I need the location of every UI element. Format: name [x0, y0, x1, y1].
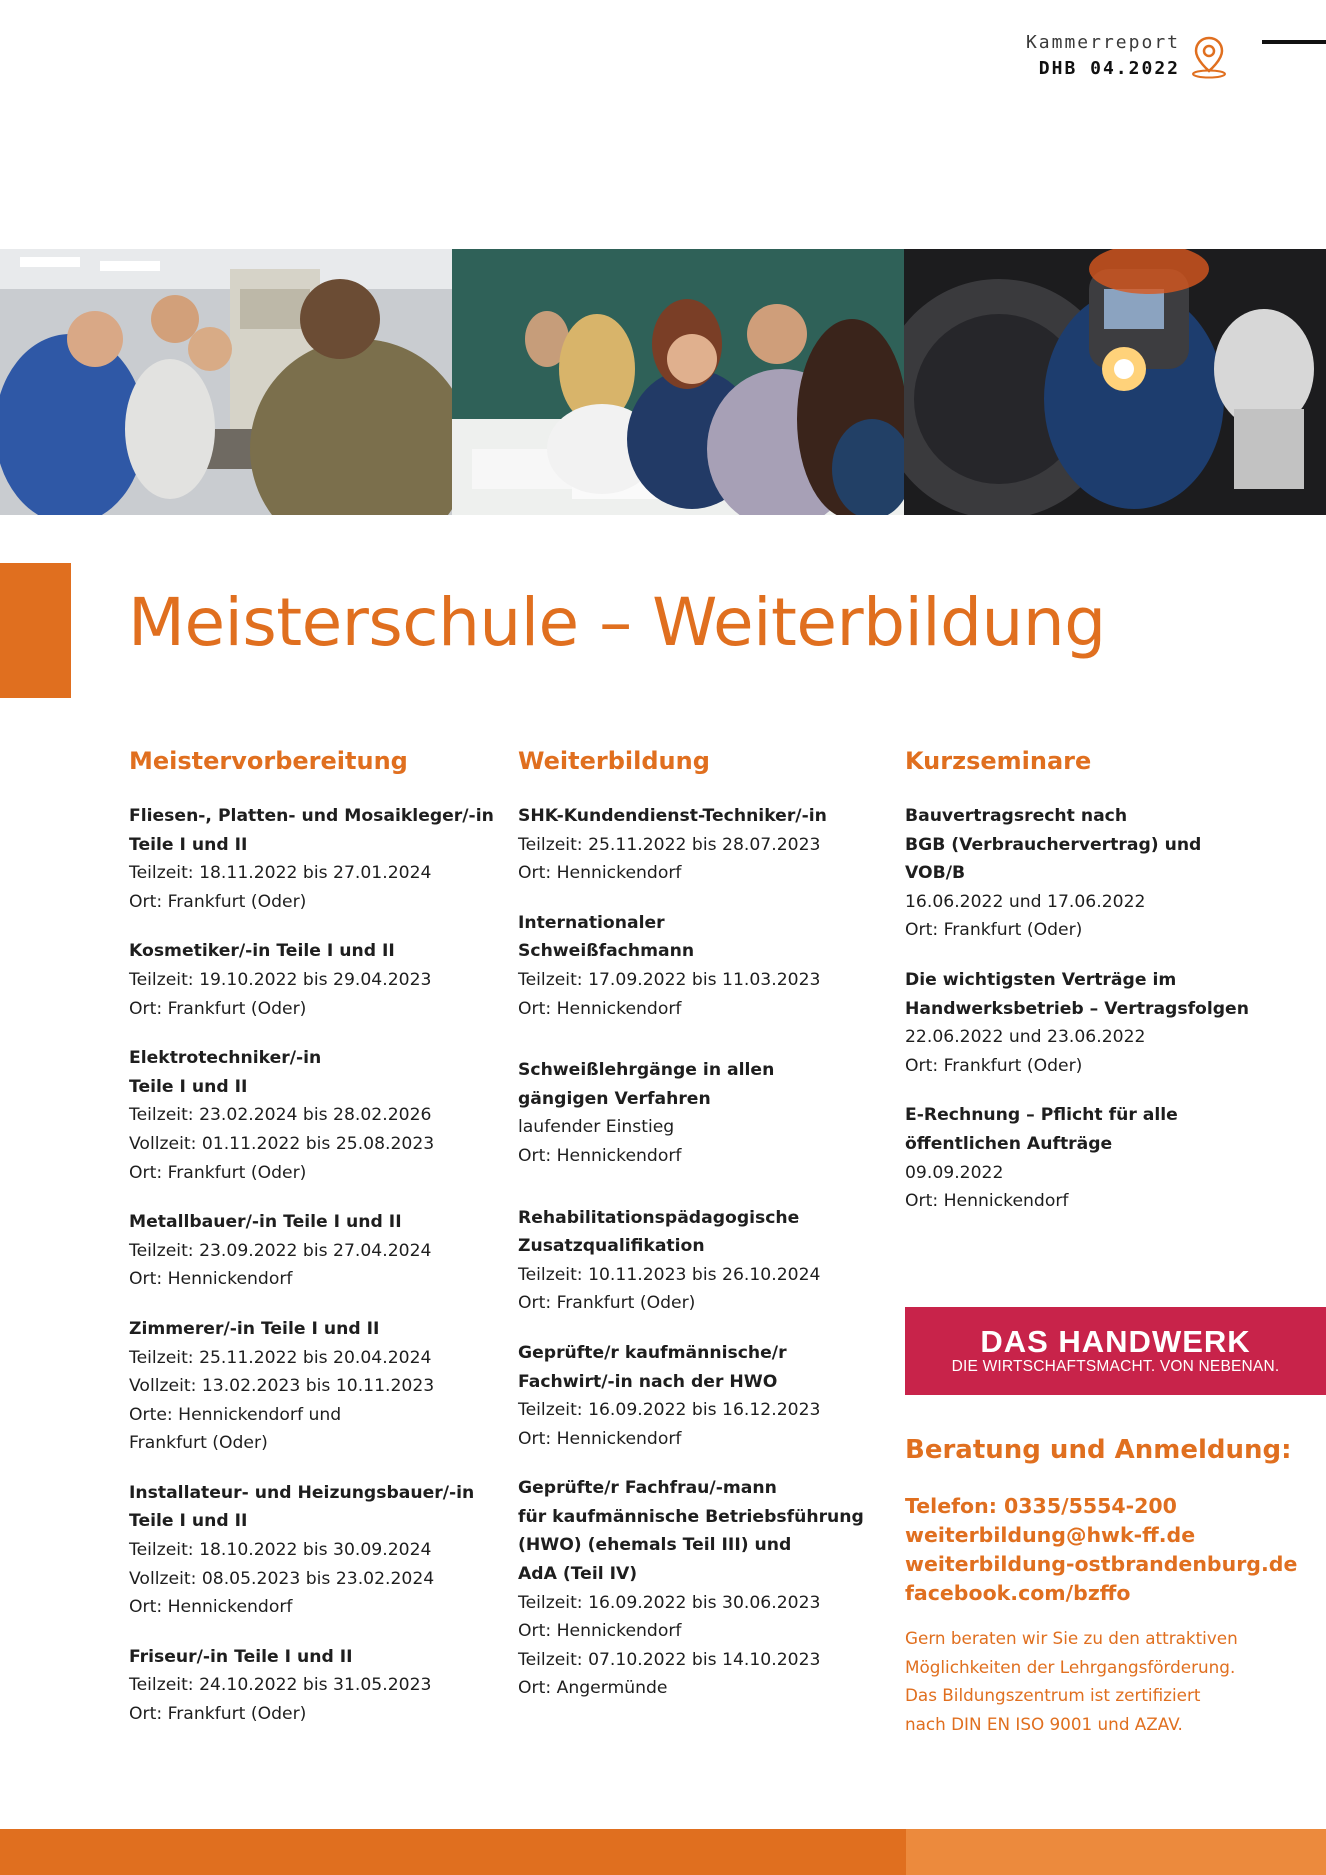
course-detail: 22.06.2022 und 23.06.2022 — [905, 1027, 1146, 1048]
course-detail: Teilzeit: 23.09.2022 bis 27.04.2024 — [129, 1240, 432, 1261]
course-title: Installateur- und Heizungsbauer/-in — [129, 1482, 475, 1503]
course-entry — [518, 802, 898, 888]
course-title: Zusatzqualifikation — [518, 1236, 705, 1257]
course-detail: Ort: Hennickendorf — [518, 998, 682, 1019]
course-entry — [905, 1101, 1325, 1215]
column-weiterbildung — [518, 742, 898, 1724]
course-detail: Ort: Frankfurt (Oder) — [129, 1704, 307, 1725]
course-title: SHK-Kundendienst-Techniker/-in — [518, 806, 827, 826]
note-line: Möglichkeiten der Lehrgangsförderung. — [905, 1656, 1236, 1677]
title-accent-bar — [0, 563, 71, 698]
header-meta — [1026, 30, 1180, 82]
contact-heading: Beratung und Anmeldung: — [905, 1435, 1292, 1465]
course-title: Handwerksbetrieb – Vertragsfolgen — [905, 998, 1249, 1019]
course-title: Schweißfachmann — [518, 941, 695, 962]
course-detail: Teilzeit: 25.11.2022 bis 20.04.2024 — [129, 1347, 432, 1368]
course-detail: Ort: Frankfurt (Oder) — [905, 1055, 1083, 1076]
course-detail: Vollzeit: 13.02.2023 bis 10.11.2023 — [129, 1376, 435, 1397]
course-detail: Teilzeit: 07.10.2022 bis 14.10.2023 — [518, 1649, 821, 1670]
course-title: Die wichtigsten Verträge im — [905, 969, 1177, 990]
course-entry — [129, 802, 509, 916]
course-detail: Teilzeit: 19.10.2022 bis 29.04.2023 — [129, 969, 432, 990]
course-detail: Ort: Hennickendorf — [518, 863, 682, 884]
course-title: Internationaler — [518, 912, 665, 933]
course-detail: laufender Einstieg — [518, 1117, 675, 1138]
course-title: für kaufmännische Betriebsführung — [518, 1506, 864, 1527]
course-title: Fachwirt/-in nach der HWO — [518, 1371, 778, 1392]
course-title: Bauvertragsrecht nach — [905, 806, 1128, 826]
column-heading: Weiterbildung — [518, 747, 710, 775]
course-detail: Orte: Hennickendorf und — [129, 1404, 342, 1425]
course-title: gängigen Verfahren — [518, 1088, 711, 1109]
section-label: Kammerreport — [1025, 32, 1180, 53]
note-line: nach DIN EN ISO 9001 und AZAV. — [905, 1713, 1183, 1734]
course-title: Fliesen-, Platten- und Mosaikleger/-in — [129, 806, 494, 826]
course-entry — [129, 1208, 509, 1294]
course-title: VOB/B — [905, 863, 966, 884]
course-detail: 09.09.2022 — [905, 1162, 1004, 1183]
course-title: Schweißlehrgänge in allen — [518, 1060, 775, 1081]
course-detail: Ort: Frankfurt (Oder) — [129, 1162, 307, 1183]
course-detail: Ort: Hennickendorf — [518, 1428, 682, 1449]
course-detail: Ort: Hennickendorf — [129, 1597, 293, 1618]
workshop-photo — [0, 249, 452, 515]
course-title: Teile I und II — [129, 834, 248, 855]
course-detail: Teilzeit: 16.09.2022 bis 16.12.2023 — [518, 1400, 821, 1421]
course-detail: Ort: Frankfurt (Oder) — [129, 891, 307, 912]
page-title: Meisterschule – Weiterbildung — [128, 584, 1106, 661]
facebook-link[interactable]: facebook.com/bzffo — [905, 1581, 1131, 1605]
course-title: BGB (Verbrauchervertrag) und — [905, 834, 1202, 855]
footer-bar-light — [906, 1829, 1326, 1875]
course-detail: Teilzeit: 16.09.2022 bis 30.06.2023 — [518, 1592, 821, 1613]
course-entry — [129, 937, 509, 1023]
course-entry — [129, 1315, 509, 1458]
course-detail: Ort: Hennickendorf — [129, 1269, 293, 1290]
phone-number[interactable]: Telefon: 0335/5554-200 — [905, 1494, 1177, 1518]
course-detail: Ort: Hennickendorf — [905, 1191, 1069, 1212]
issue-label: DHB 04.2022 — [1038, 58, 1180, 79]
course-title: Elektrotechniker/-in — [129, 1048, 322, 1069]
course-detail: Ort: Angermünde — [518, 1678, 668, 1699]
course-detail: Vollzeit: 01.11.2022 bis 25.08.2023 — [129, 1133, 435, 1154]
course-title: AdA (Teil IV) — [518, 1564, 638, 1585]
classroom-photo — [452, 249, 904, 515]
course-entry — [129, 1044, 509, 1187]
course-entry — [129, 1479, 509, 1622]
course-detail: Teilzeit: 23.02.2024 bis 28.02.2026 — [129, 1105, 432, 1126]
email-link[interactable]: weiterbildung@hwk-ff.de — [905, 1523, 1196, 1547]
course-entry — [518, 1204, 898, 1318]
note-line: Gern beraten wir Sie zu den attraktiven — [905, 1628, 1238, 1648]
contact-block — [905, 1428, 1326, 1738]
course-title: Teile I und II — [129, 1076, 248, 1097]
course-detail: Ort: Frankfurt (Oder) — [905, 920, 1083, 941]
course-title: E-Rechnung – Pflicht für alle — [905, 1105, 1178, 1126]
course-detail: Teilzeit: 25.11.2022 bis 28.07.2023 — [518, 834, 821, 855]
course-detail: Ort: Frankfurt (Oder) — [129, 998, 307, 1019]
course-entry — [518, 1056, 898, 1170]
course-detail: Teilzeit: 18.11.2022 bis 27.01.2024 — [129, 863, 432, 884]
course-entry — [905, 802, 1325, 945]
course-title: (HWO) (ehemals Teil III) und — [518, 1535, 792, 1556]
column-heading: Kurzseminare — [905, 747, 1092, 775]
contact-note — [905, 1624, 1326, 1738]
course-title: Geprüfte/r kaufmännische/r — [518, 1342, 787, 1363]
course-title: Teile I und II — [129, 1511, 248, 1532]
course-entry — [129, 1643, 509, 1729]
course-entry — [518, 909, 898, 1023]
course-entry — [518, 1339, 898, 1453]
location-pin-icon — [1186, 34, 1232, 80]
course-entry — [905, 966, 1325, 1080]
course-title: öffentlichen Aufträge — [905, 1133, 1113, 1154]
course-title: Kosmetiker/-in Teile I und II — [129, 941, 395, 962]
logo-wordmark: DAS HANDWERK — [980, 1324, 1251, 1359]
website-link[interactable]: weiterbildung-ostbrandenburg.de — [905, 1552, 1298, 1576]
course-detail: Ort: Frankfurt (Oder) — [518, 1293, 696, 1314]
course-title: Friseur/-in Teile I und II — [129, 1646, 353, 1667]
das-handwerk-logo — [905, 1307, 1326, 1395]
footer-bar — [0, 1829, 1326, 1875]
photo-strip — [0, 249, 1326, 515]
course-title: Metallbauer/-in Teile I und II — [129, 1212, 402, 1233]
column-kurzseminare — [905, 742, 1325, 1237]
header-rule — [1262, 40, 1326, 44]
welding-photo — [904, 249, 1326, 515]
course-detail: Ort: Hennickendorf — [518, 1621, 682, 1642]
course-detail: Teilzeit: 10.11.2023 bis 26.10.2024 — [518, 1264, 821, 1285]
course-detail: Teilzeit: 18.10.2022 bis 30.09.2024 — [129, 1540, 432, 1561]
course-detail: Teilzeit: 17.09.2022 bis 11.03.2023 — [518, 969, 821, 990]
logo-tagline: DIE WIRTSCHAFTSMACHT. VON NEBENAN. — [951, 1358, 1280, 1375]
course-title: Geprüfte/r Fachfrau/-mann — [518, 1478, 777, 1499]
course-detail: Frankfurt (Oder) — [129, 1433, 268, 1454]
column-heading: Meistervorbereitung — [129, 747, 408, 775]
note-line: Das Bildungszentrum ist zertifiziert — [905, 1685, 1201, 1705]
course-detail: Ort: Hennickendorf — [518, 1145, 682, 1166]
course-title: Zimmerer/-in Teile I und II — [129, 1318, 380, 1339]
course-entry — [518, 1474, 898, 1703]
column-meistervorbereitung — [129, 742, 509, 1750]
course-detail: Teilzeit: 24.10.2022 bis 31.05.2023 — [129, 1675, 432, 1696]
course-detail: Vollzeit: 08.05.2023 bis 23.02.2024 — [129, 1568, 435, 1589]
course-title: Rehabilitationspädagogische — [518, 1207, 800, 1228]
course-detail: 16.06.2022 und 17.06.2022 — [905, 891, 1146, 912]
